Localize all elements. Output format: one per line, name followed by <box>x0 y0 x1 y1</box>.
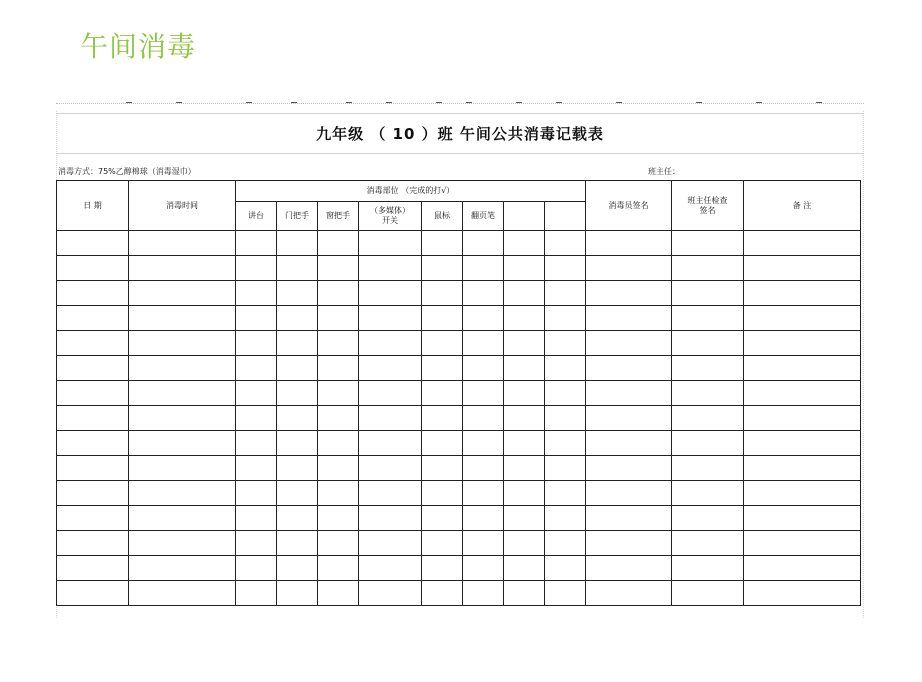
table-cell <box>236 306 277 331</box>
table-cell <box>586 481 672 506</box>
table-cell <box>129 456 236 481</box>
table-cell <box>545 331 586 356</box>
table-row <box>57 331 861 356</box>
table-cell <box>318 556 359 581</box>
table-cell <box>359 281 422 306</box>
table-cell <box>744 431 861 456</box>
table-cell <box>586 456 672 481</box>
table-cell <box>359 231 422 256</box>
table-cell <box>318 456 359 481</box>
table-cell <box>744 531 861 556</box>
table-cell <box>672 506 744 531</box>
table-cell <box>318 331 359 356</box>
table-row <box>57 506 861 531</box>
table-row <box>57 581 861 606</box>
table-cell <box>236 356 277 381</box>
table-cell <box>129 406 236 431</box>
table-cell <box>318 381 359 406</box>
table-cell <box>422 431 463 456</box>
table-cell <box>744 281 861 306</box>
table-cell <box>504 331 545 356</box>
top-ruler <box>56 103 864 112</box>
table-cell <box>463 556 504 581</box>
table-cell <box>463 281 504 306</box>
table-cell <box>57 406 129 431</box>
table-cell <box>277 256 318 281</box>
table-cell <box>129 556 236 581</box>
table-cell <box>359 356 422 381</box>
table-cell <box>277 456 318 481</box>
table-cell <box>236 281 277 306</box>
table-cell <box>504 481 545 506</box>
table-cell <box>359 531 422 556</box>
table-cell <box>57 481 129 506</box>
table-cell <box>422 231 463 256</box>
table-cell <box>129 306 236 331</box>
disinfection-record-table <box>56 180 861 606</box>
table-cell <box>57 231 129 256</box>
table-cell <box>545 306 586 331</box>
table-cell <box>236 556 277 581</box>
table-cell <box>586 506 672 531</box>
table-cell <box>545 431 586 456</box>
table-cell <box>463 431 504 456</box>
table-cell <box>129 531 236 556</box>
table-cell <box>359 381 422 406</box>
table-cell <box>422 256 463 281</box>
table-cell <box>129 506 236 531</box>
table-cell <box>504 456 545 481</box>
table-row <box>57 231 861 256</box>
table-cell <box>672 231 744 256</box>
header-part: 鼠标 <box>422 202 463 231</box>
table-cell <box>744 581 861 606</box>
table-cell <box>57 456 129 481</box>
table-cell <box>422 356 463 381</box>
table-cell <box>236 506 277 531</box>
table-cell <box>744 356 861 381</box>
table-cell <box>422 406 463 431</box>
table-cell <box>129 381 236 406</box>
table-row <box>57 431 861 456</box>
table-cell <box>672 306 744 331</box>
table-cell <box>463 481 504 506</box>
table-cell <box>57 506 129 531</box>
table-cell <box>744 556 861 581</box>
table-cell <box>586 231 672 256</box>
table-cell <box>504 406 545 431</box>
table-cell <box>236 481 277 506</box>
table-cell <box>586 306 672 331</box>
table-row <box>57 406 861 431</box>
header-time: 消毒时间 <box>129 181 236 231</box>
header-parts-group: 消毒部位 （完成的打√） <box>236 181 586 202</box>
table-cell <box>422 581 463 606</box>
header-signer: 消毒员签名 <box>586 181 672 231</box>
table-cell <box>57 531 129 556</box>
table-cell <box>504 231 545 256</box>
table-cell <box>359 406 422 431</box>
table-cell <box>504 381 545 406</box>
table-cell <box>545 231 586 256</box>
table-cell <box>236 406 277 431</box>
table-cell <box>545 506 586 531</box>
table-cell <box>672 331 744 356</box>
table-cell <box>504 556 545 581</box>
table-cell <box>586 431 672 456</box>
table-cell <box>744 231 861 256</box>
table-cell <box>744 381 861 406</box>
table-cell <box>422 481 463 506</box>
table-cell <box>744 406 861 431</box>
table-cell <box>463 581 504 606</box>
table-cell <box>277 556 318 581</box>
table-cell <box>236 256 277 281</box>
table-cell <box>236 231 277 256</box>
table-cell <box>744 456 861 481</box>
table-cell <box>545 256 586 281</box>
table-cell <box>129 481 236 506</box>
class-teacher-label: 班主任： <box>648 167 680 176</box>
table-cell <box>672 581 744 606</box>
table-cell <box>277 281 318 306</box>
table-row <box>57 356 861 381</box>
table-cell <box>57 381 129 406</box>
table-row <box>57 531 861 556</box>
header-part: 窗把手 <box>318 202 359 231</box>
table-cell <box>672 381 744 406</box>
table-cell <box>318 506 359 531</box>
header-part: 翻页笔 <box>463 202 504 231</box>
table-cell <box>318 281 359 306</box>
table-cell <box>744 506 861 531</box>
table-cell <box>277 431 318 456</box>
table-cell <box>672 356 744 381</box>
table-cell <box>672 406 744 431</box>
table-cell <box>318 306 359 331</box>
table-cell <box>318 356 359 381</box>
table-cell <box>236 581 277 606</box>
table-cell <box>277 581 318 606</box>
table-row <box>57 256 861 281</box>
table-cell <box>422 506 463 531</box>
spreadsheet-image <box>56 103 864 618</box>
table-cell <box>586 556 672 581</box>
table-cell <box>504 256 545 281</box>
table-cell <box>318 231 359 256</box>
table-row <box>57 456 861 481</box>
table-cell <box>422 306 463 331</box>
table-cell <box>277 306 318 331</box>
table-cell <box>359 556 422 581</box>
table-cell <box>57 256 129 281</box>
table-cell <box>129 331 236 356</box>
table-cell <box>586 531 672 556</box>
header-part: 门把手 <box>277 202 318 231</box>
table-cell <box>359 456 422 481</box>
table-cell <box>586 406 672 431</box>
table-cell <box>463 406 504 431</box>
table-cell <box>545 481 586 506</box>
table-cell <box>318 531 359 556</box>
table-cell <box>672 481 744 506</box>
table-cell <box>672 531 744 556</box>
table-cell <box>236 531 277 556</box>
table-cell <box>545 281 586 306</box>
table-cell <box>359 256 422 281</box>
table-cell <box>129 581 236 606</box>
table-cell <box>422 456 463 481</box>
table-cell <box>236 456 277 481</box>
table-row <box>57 556 861 581</box>
header-part <box>545 202 586 231</box>
slide-title: 午间消毒 <box>80 30 197 63</box>
table-cell <box>545 531 586 556</box>
table-cell <box>422 556 463 581</box>
table-cell <box>422 531 463 556</box>
header-note: 备 注 <box>744 181 861 231</box>
table-cell <box>463 231 504 256</box>
table-cell <box>277 406 318 431</box>
table-cell <box>463 331 504 356</box>
header-part: 讲台 <box>236 202 277 231</box>
table-cell <box>504 581 545 606</box>
table-cell <box>463 456 504 481</box>
table-cell <box>422 281 463 306</box>
table-cell <box>586 356 672 381</box>
table-cell <box>463 381 504 406</box>
table-cell <box>504 281 545 306</box>
table-cell <box>586 281 672 306</box>
table-cell <box>359 506 422 531</box>
table-cell <box>359 306 422 331</box>
table-cell <box>318 481 359 506</box>
table-cell <box>504 306 545 331</box>
table-cell <box>277 356 318 381</box>
table-cell <box>744 256 861 281</box>
table-cell <box>586 381 672 406</box>
table-cell <box>57 356 129 381</box>
table-cell <box>422 381 463 406</box>
table-row <box>57 381 861 406</box>
table-cell <box>277 506 318 531</box>
table-row <box>57 481 861 506</box>
table-cell <box>504 506 545 531</box>
table-cell <box>359 331 422 356</box>
table-cell <box>57 306 129 331</box>
table-cell <box>359 481 422 506</box>
table-cell <box>545 456 586 481</box>
table-cell <box>463 531 504 556</box>
header-teacher-check: 班主任检查 签名 <box>672 181 744 231</box>
table-cell <box>277 331 318 356</box>
table-cell <box>236 331 277 356</box>
table-cell <box>504 356 545 381</box>
table-cell <box>672 281 744 306</box>
table-cell <box>57 281 129 306</box>
table-cell <box>744 481 861 506</box>
table-row <box>57 281 861 306</box>
table-cell <box>672 556 744 581</box>
table-cell <box>129 431 236 456</box>
table-cell <box>57 556 129 581</box>
header-part: （多媒体） 开关 <box>359 202 422 231</box>
table-cell <box>318 406 359 431</box>
header-part <box>504 202 545 231</box>
table-cell <box>277 481 318 506</box>
table-cell <box>277 531 318 556</box>
table-cell <box>359 431 422 456</box>
table-cell <box>545 556 586 581</box>
table-cell <box>504 531 545 556</box>
table-cell <box>318 256 359 281</box>
table-cell <box>129 231 236 256</box>
table-cell <box>672 256 744 281</box>
table-cell <box>744 331 861 356</box>
table-cell <box>129 356 236 381</box>
table-cell <box>463 256 504 281</box>
table-cell <box>277 231 318 256</box>
table-cell <box>129 256 236 281</box>
table-cell <box>545 356 586 381</box>
table-cell <box>545 406 586 431</box>
table-cell <box>318 581 359 606</box>
table-cell <box>545 381 586 406</box>
disinfect-method: 消毒方式：75%乙醇棉球（消毒湿巾） <box>58 167 196 176</box>
table-cell <box>586 331 672 356</box>
table-cell <box>586 256 672 281</box>
table-cell <box>57 581 129 606</box>
table-cell <box>129 281 236 306</box>
table-cell <box>463 356 504 381</box>
table-row <box>57 306 861 331</box>
table-cell <box>236 381 277 406</box>
table-cell <box>318 431 359 456</box>
table-cell <box>359 581 422 606</box>
table-cell <box>672 431 744 456</box>
table-cell <box>672 456 744 481</box>
header-date: 日 期 <box>57 181 129 231</box>
table-cell <box>586 581 672 606</box>
table-cell <box>463 306 504 331</box>
sheet-title: 九年级 （ 10 ）班 午间公共消毒记载表 <box>316 125 604 143</box>
table-cell <box>545 581 586 606</box>
table-cell <box>504 431 545 456</box>
table-cell <box>463 506 504 531</box>
table-cell <box>57 431 129 456</box>
table-cell <box>277 381 318 406</box>
table-cell <box>236 431 277 456</box>
table-cell <box>744 306 861 331</box>
table-cell <box>57 331 129 356</box>
table-cell <box>422 331 463 356</box>
